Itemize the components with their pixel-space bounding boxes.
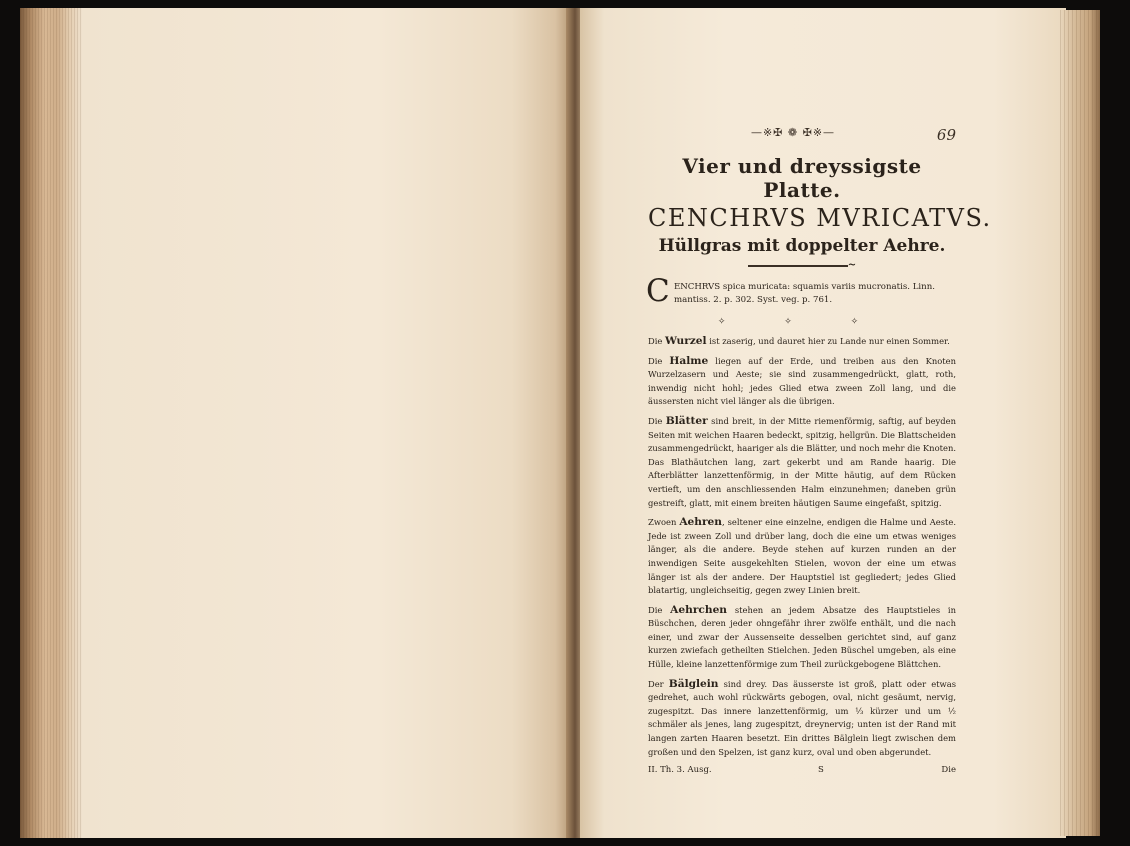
- para-lead: Die: [648, 355, 663, 366]
- running-head: [648, 124, 956, 152]
- page-text-block: [646, 124, 992, 779]
- para-text: sind drey. Das äusserste ist groß, platt oder etwas gedrehet, auch wohl rückwärts gebogen, oval, nicht gesäumt, nervig, zugespitzt. Das innere lanzettenförmig, um ⅓ kürzer und um ½ schmäler als jenes, lang zugespitzt, dreynervig; unten ist der Rand mit langen zarten Haaren besetzt. Ein drittes Bälglein liegt zwischen dem großen und den Spelzen, ist ganz kurz, oval und oben abgerundet.: [648, 678, 956, 757]
- para-text: ist zaserig, und dauret hier zu Lande nur einen Sommer.: [706, 336, 950, 346]
- page-number: 69: [936, 126, 956, 144]
- citation-text: ENCHRVS spica muricata: squamis variis mucronatis. Linn. mantiss. 2. p. 302. Syst. veg. p. 761.: [674, 282, 935, 305]
- latin-species-title: CENCHRVS MVRICATVS.: [648, 204, 992, 232]
- section-stars: ✧ ✧ ✧: [717, 317, 887, 327]
- paragraph-wurzel: [648, 335, 956, 349]
- right-page-edges: [1060, 10, 1100, 836]
- para-lead: Die: [648, 415, 663, 426]
- para-text: stehen an jedem Absatze des Hauptstieles in Büschchen, deren jeder ohngefähr ihrer zwölfe enthält, und die nach einer, und zwar der Aussenseite desselben gerichtet sind, auf ganz kurzen zwiefach getheilten Stielchen. Jeden Büschel umgeben, als eine Hülle, kleine lanzettenförmige zum Theil zurückgebogene Blättchen.: [648, 604, 956, 670]
- rule-ornament: ~: [847, 260, 857, 271]
- paragraph-blaetter: [648, 415, 956, 510]
- para-text: sind breit, in der Mitte riemenförmig, saftig, auf beyden Seiten mit weichen Haaren bedeckt, spitzig, hellgrün. Die Blattscheiden zusammengedrückt, haariger als die Blätter, und noch mehr die Knoten. Das Blathäutchen lang, zart gekerbt und am Rande haarig. Die Afterblätter lanzettenförmig, in der Mitte häutig, auf dem Rücken vertieft, um den anschliessenden Halm einzunehmen; daneben grün gestreift, glatt, mit einem breiten häutigen Saume eingefaßt, spitzig.: [648, 415, 956, 508]
- linnaeus-citation: [646, 273, 956, 309]
- para-text: liegen auf der Erde, und treiben aus den Knoten Wurzelzasern und Aeste; sie sind zusammengedrückt, glatt, roth, inwendig nicht hohl; jedes Glied etwa zween Zoll lang, und die äussersten nicht viel länger als die übrigen.: [648, 355, 956, 407]
- paragraph-aehren: [648, 516, 956, 598]
- plate-title: Vier und dreyssigste Platte.: [682, 154, 922, 202]
- left-page-blank: [82, 8, 570, 838]
- page-footer: [648, 765, 956, 779]
- signature-line: II. Th. 3. Ausg.: [648, 765, 712, 776]
- signature-mark: S: [818, 765, 824, 776]
- catchword: Die: [941, 765, 956, 776]
- para-lead: Die: [648, 604, 663, 615]
- para-keyword: Aehren: [679, 516, 722, 529]
- para-keyword: Blätter: [665, 414, 708, 427]
- paragraph-baelglein: [648, 678, 956, 760]
- left-page-edges: [20, 8, 82, 838]
- para-lead: Zwoen: [648, 517, 677, 528]
- para-keyword: Halme: [669, 354, 709, 367]
- title-rule: [648, 260, 956, 271]
- para-keyword: Wurzel: [665, 335, 707, 347]
- paragraph-halme: [648, 355, 956, 409]
- head-ornament: —※✠ ❁ ✠※—: [750, 126, 836, 139]
- para-keyword: Aehrchen: [670, 603, 728, 616]
- drop-cap: C: [646, 273, 670, 309]
- paragraph-aehrchen: [648, 604, 956, 672]
- para-keyword: Bälglein: [668, 677, 719, 690]
- german-species-title: Hüllgras mit doppelter Aehre.: [658, 236, 946, 256]
- para-lead: Die: [648, 336, 663, 346]
- para-text: , seltener eine einzelne, endigen die Halme und Aeste. Jede ist zween Zoll und drüber lang, doch die eine um etwas weniges länger, als die andere. Beyde stehen auf kurzen runden an der inwendigen Seite ausgekehlten Stielen, wovon der eine um etwas länger ist als der andere. Der Hauptstiel ist gegliedert; jedes Glied blatartig, ungleichseitig, gegen zwey Linien breit.: [648, 517, 957, 596]
- para-lead: Der: [648, 678, 664, 689]
